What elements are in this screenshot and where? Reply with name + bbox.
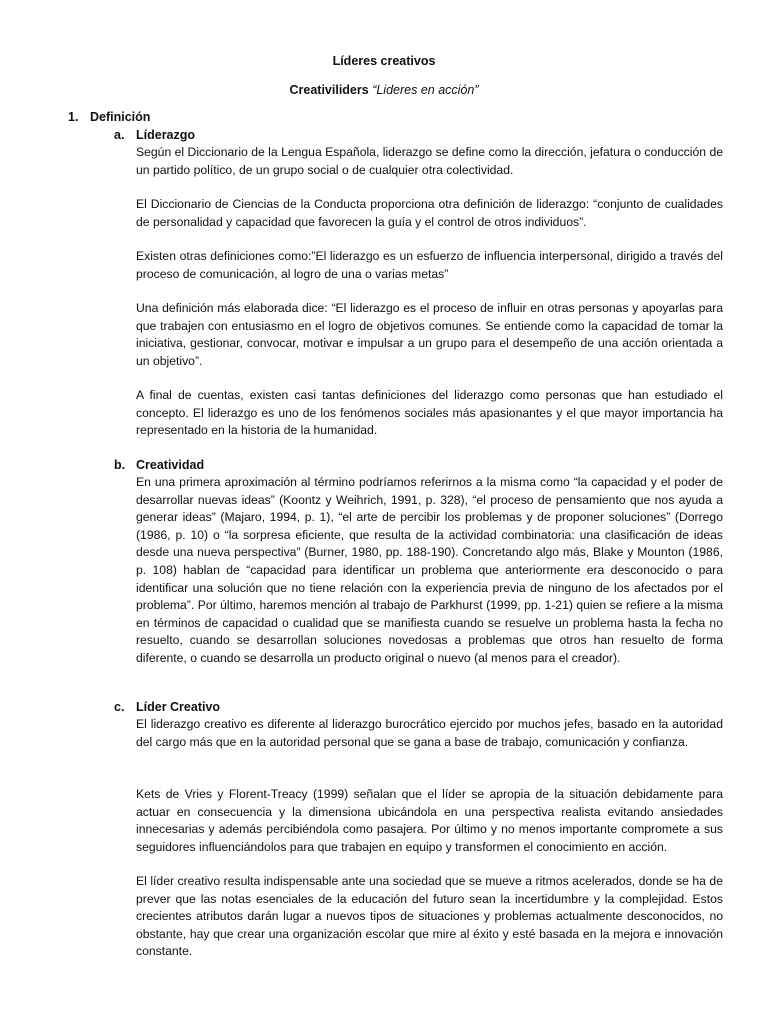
paragraph-b1: En una primera aproximación al término podríamos referirnos a la misma como “la capacidad y el poder de desarrollar nuevas ideas” (Koontz y Weihrich, 1991, p. 328), “el proceso de pensamiento que nos ayuda a generar ideas” (Majaro, 1994, p. 1), “el arte de percibir los problemas y de proponer soluciones” (Dorrego (1986, p. 10) o “la sorpresa eficiente, que resulta de la actividad combinatoria: una clasificación de ideas desde una nueva perspectiva” (Burner, 1980, pp. 188-190). Concretando algo más, Blake y Mounton (1986, p. 108) hablan de “capacidad para identificar un problema que anteriormente era desconocido o para identificar una solución que no tiene relación con la experiencia previa de ninguno de los afectados por el problema”. Por último, haremos mención al trabajo de Parkhurst (1999, pp. 1-21) quien se refiere a la misma en términos de capacidad o cualidad que se manifiesta cuando se resuelve un problema hasta la fecha no resuelto, cuando se desarrollan soluciones novedosas a problemas que otros han resuelto de forma diferente, o cuando se desarrolla un producto original o nuevo (al menos para el creador).: [136, 475, 723, 665]
section-1-title: Definición: [90, 110, 151, 124]
subtitle-bold: Creativiliders: [289, 83, 369, 97]
paragraph-a1: Según el Diccionario de la Lengua Española, liderazgo se define como la dirección, jefatura o conducción de un partido político, de un grupo social o de cualquier otra colectividad.: [136, 145, 723, 177]
paragraph-a2: El Diccionario de Ciencias de la Conducta proporciona otra definición de liderazgo: “conjunto de cualidades de personalidad y capacidad que favorecen la guía y el control de otros individuos”.: [136, 197, 723, 229]
subsection-a-heading: [114, 128, 195, 142]
subtitle-italic: “Lideres en acción”: [372, 83, 479, 97]
subsection-b-heading: [114, 458, 204, 472]
document-title: Líderes creativos: [332, 54, 436, 68]
paragraph-a4: Una definición más elaborada dice: “El liderazgo es el proceso de influir en otras personas y apoyarlas para que trabajen con entusiasmo en el logro de objetivos comunes. Se entiende como la capacidad de tomar la iniciativa, gestionar, convocar, motivar e impulsar a un grupo para el desempeño de una acción orientada a un objetivo”.: [136, 301, 723, 368]
subsection-b-letter: b.: [114, 458, 126, 472]
subsection-c-heading: [114, 700, 220, 714]
subsection-a-letter: a.: [114, 128, 125, 142]
section-1-heading: [68, 110, 150, 124]
subsection-a-title: Líderazgo: [136, 128, 196, 142]
section-1-number: 1.: [68, 110, 79, 124]
paragraph-c1: El liderazgo creativo es diferente al liderazgo burocrático ejercido por muchos jefes, basado en la autoridad del cargo más que en la autoridad personal que se gana a base de trabajo, comunicación y confianza.: [136, 717, 723, 749]
paragraph-c3: El líder creativo resulta indispensable ante una sociedad que se mueve a ritmos acelerados, donde se ha de prever que las notas esenciales de la educación del futuro sean la incertidumbre y la complejidad. Estos crecientes atributos darán lugar a nuevos tipos de situaciones y problemas actualmente desconocidos, no obstante, hay que crear una organización escolar que mire al éxito y esté basada en la mejora e innovación constante.: [136, 874, 723, 959]
document-subtitle: [0, 83, 768, 97]
paragraph-a5: A final de cuentas, existen casi tantas definiciones del liderazgo como personas que han estudiado el concepto. El liderazgo es uno de los fenómenos sociales más apasionantes y el que mayor importancia ha representado en la historia de la humanidad.: [136, 388, 723, 438]
subsection-b-title: Creatividad: [136, 458, 205, 472]
subsection-c-letter: c.: [114, 700, 125, 714]
subsection-c-title: Líder Creativo: [136, 700, 221, 714]
paragraph-c2: Kets de Vries y Florent-Treacy (1999) señalan que el líder se apropia de la situación debidamente para actuar en consecuencia y la dimensiona ubicándola en una perspectiva realista evitando ansiedades innecesarias y además percibiéndola como pasajera. Por último y no menos importante compromete a sus seguidores influenciándolos para que trabajen en equipo y transformen el conocimiento en acción.: [136, 787, 723, 854]
paragraph-a3: Existen otras definiciones como:”El liderazgo es un esfuerzo de influencia interpersonal, dirigido a través del proceso de comunicación, al logro de una o varias metas”: [136, 249, 723, 281]
